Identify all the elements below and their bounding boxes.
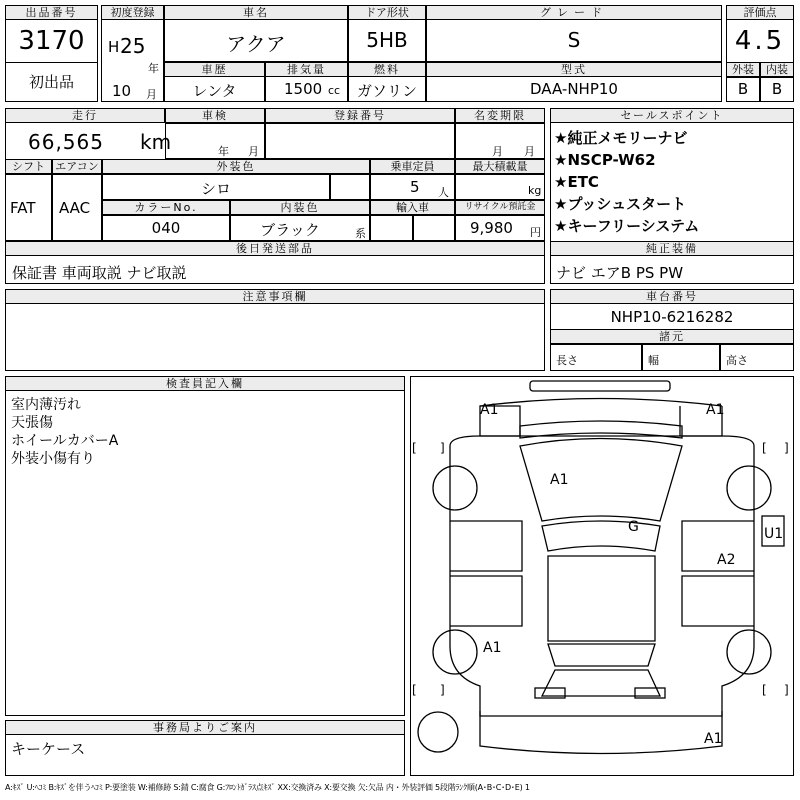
ext-color-side-cell xyxy=(330,174,370,200)
front-bumper-shape xyxy=(530,381,670,391)
bracket-close: ] xyxy=(440,683,445,697)
windshield-shape xyxy=(542,521,660,551)
office-label: 事務局よりご案内 xyxy=(5,720,405,735)
import-cell-a xyxy=(370,215,413,241)
import-cell-b xyxy=(413,215,455,241)
inspector-note: 天張傷 xyxy=(11,415,53,431)
model: DAA-NHP10 xyxy=(530,80,618,98)
mileage: 66,565 xyxy=(28,130,104,154)
lot-number: 3170 xyxy=(18,26,85,56)
color-no-label: カラーNo. xyxy=(102,200,230,215)
inspection-label: 車検 xyxy=(165,108,265,123)
sales-point: ★ETC xyxy=(554,173,599,191)
int-color: ブラック xyxy=(260,221,320,239)
mileage-unit: km xyxy=(140,130,172,154)
bracket-open: [ xyxy=(762,683,767,697)
later-parts: 保証書 車両取説 ナビ取説 xyxy=(12,264,187,282)
mark-right-door: A2 xyxy=(717,552,736,568)
model-label: 型式 xyxy=(426,62,722,77)
left-doors-shape xyxy=(450,521,522,626)
first-reg-label: 初度登録 xyxy=(101,5,164,20)
exterior-label: 外装 xyxy=(726,62,760,77)
color-no: 040 xyxy=(151,219,181,237)
year-unit: 年 xyxy=(148,62,159,75)
sales-point: ★キーフリーシステム xyxy=(554,217,700,235)
equipment: ナビ エアB PS PW xyxy=(556,264,684,282)
door-label: ドア形状 xyxy=(348,5,426,20)
bracket-close: ] xyxy=(440,441,445,455)
int-color-label: 内装色 xyxy=(230,200,370,215)
inspector-note: ホイールカバーA xyxy=(11,433,119,449)
bracket-open: [ xyxy=(412,441,417,455)
score-label: 評価点 xyxy=(726,5,794,20)
sales-label: セールスポイント xyxy=(550,108,794,123)
bracket-close: ] xyxy=(784,683,789,697)
legend: A:ｷｽﾞ U:ﾍｺﾐ B:ｷｽﾞを伴うﾍｺﾐ P:要塗装 W:補修跡 S:錆 C:腐食 G:ﾌﾛﾝﾄｶﾞﾗｽ点ｷｽﾞ XX:交換済み X:要交換 欠:欠品 内・外装評価 5段階ﾗﾝｸ順(A･B･C･D･E) 1 xyxy=(5,783,530,792)
mark-front-right: A1 xyxy=(706,402,725,418)
aircon: AAC xyxy=(59,199,91,217)
car-name-label: 車名 xyxy=(164,5,348,20)
shift-label: シフト xyxy=(5,159,52,174)
dims-label: 諸元 xyxy=(550,329,794,344)
name-change-label: 名変期限 xyxy=(455,108,545,123)
later-parts-label: 後日発送部品 xyxy=(5,241,545,256)
lot-label: 出品番号 xyxy=(5,5,98,20)
recycle-label: リサイクル預託金 xyxy=(455,200,545,215)
door-type: 5HB xyxy=(366,28,408,52)
score: 4.5 xyxy=(734,26,786,56)
aircon-label: エアコン xyxy=(52,159,102,174)
displacement-label: 排気量 xyxy=(265,62,348,77)
office-note: キーケース xyxy=(11,740,86,758)
import-label: 輸入車 xyxy=(370,200,455,215)
recycle: 9,980 xyxy=(470,219,513,237)
hood-shape xyxy=(520,439,682,522)
mark-windshield: G xyxy=(628,519,639,535)
inspector-note: 外装小傷有り xyxy=(11,451,95,467)
car-name: アクア xyxy=(226,32,286,56)
caution-label: 注意事項欄 xyxy=(5,289,545,304)
inspector-label: 検査員記入欄 xyxy=(5,376,405,391)
rear-glass-shape xyxy=(548,644,655,666)
grade-label: グレード xyxy=(426,5,722,20)
inspection-month-unit: 月 xyxy=(248,145,259,158)
rear-bumper-shape xyxy=(480,711,722,754)
trunk-shape xyxy=(542,670,660,696)
reg-year: 25 xyxy=(120,34,146,58)
month-unit: 月 xyxy=(146,88,157,101)
capacity-label: 乗車定員 xyxy=(370,159,455,174)
equipment-label: 純正装備 xyxy=(550,241,794,256)
bracket-open: [ xyxy=(412,683,417,697)
registration-label: 登録番号 xyxy=(265,108,455,123)
displacement: 1500 xyxy=(284,80,323,98)
displacement-unit: cc xyxy=(328,84,341,97)
ext-color-label: 外装色 xyxy=(102,159,370,174)
history-label: 車歴 xyxy=(164,62,265,77)
fuel: ガソリン xyxy=(356,82,417,100)
chassis-label: 車台番号 xyxy=(550,289,794,304)
capacity: 5 xyxy=(410,178,420,196)
recycle-unit: 円 xyxy=(530,226,541,239)
exterior-grade: B xyxy=(737,80,749,98)
first-listing: 初出品 xyxy=(28,73,74,91)
mark-hood: A1 xyxy=(550,472,569,488)
mark-rear-bottom: A1 xyxy=(704,731,723,747)
reg-month: 10 xyxy=(112,82,132,100)
height-label: 高さ xyxy=(726,354,748,367)
history: レンタ xyxy=(192,82,237,100)
bracket-open: [ xyxy=(762,441,767,455)
name-change-day-unit: 月 xyxy=(524,145,535,158)
name-change-month-unit: 月 xyxy=(492,145,503,158)
load-label: 最大積載量 xyxy=(455,159,545,174)
ext-color: シロ xyxy=(200,180,231,198)
registration-cell xyxy=(265,123,455,159)
int-color-unit: 系 xyxy=(355,227,366,240)
era: H xyxy=(108,38,120,56)
interior-label: 内装 xyxy=(760,62,794,77)
load-unit: kg xyxy=(528,184,542,197)
fuel-label: 燃料 xyxy=(348,62,426,77)
interior-grade: B xyxy=(771,80,783,98)
inspector-note: 室内薄汚れ xyxy=(11,397,81,413)
front-left-wheel-shape xyxy=(433,466,477,510)
shift: FAT xyxy=(10,199,36,217)
sales-point: ★NSCP-W62 xyxy=(554,151,656,169)
length-label: 長さ xyxy=(556,354,578,367)
right-doors-shape xyxy=(682,521,754,626)
width-label: 幅 xyxy=(648,354,659,367)
grade: S xyxy=(567,28,581,52)
mark-rear-left: A1 xyxy=(483,640,502,656)
capacity-unit: 人 xyxy=(438,186,449,199)
front-arc-shape xyxy=(480,399,722,407)
sales-points xyxy=(554,127,699,237)
car-diagram xyxy=(410,376,794,776)
sales-point: ★プッシュスタート xyxy=(554,195,687,213)
bracket-close: ] xyxy=(784,441,789,455)
inspector-notes xyxy=(11,396,118,468)
mileage-label: 走行 xyxy=(5,108,165,123)
mark-front-left: A1 xyxy=(480,402,499,418)
roof-shape xyxy=(548,556,655,641)
inspection-year-unit: 年 xyxy=(218,145,229,158)
mark-right-mirror: U1 xyxy=(764,526,784,542)
spare-wheel-shape xyxy=(418,712,458,752)
chassis-number: NHP10-6216282 xyxy=(610,308,734,326)
sales-point: ★純正メモリーナビ xyxy=(554,129,688,147)
front-right-wheel-shape xyxy=(727,466,771,510)
